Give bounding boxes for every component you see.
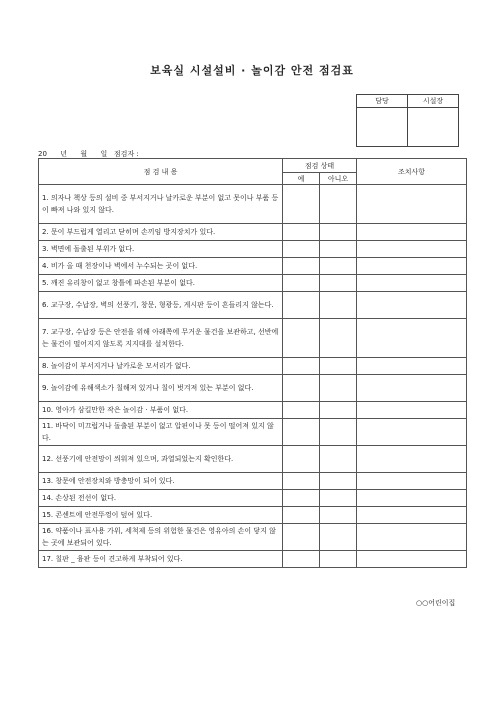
- table-row: [39, 551, 467, 568]
- yes-cell[interactable]: [283, 319, 320, 358]
- checklist-rows: [39, 185, 467, 568]
- action-cell[interactable]: [357, 551, 467, 568]
- table-row: [39, 446, 467, 473]
- checklist-item: 17. 칠판 _ 융판 등이 견고하게 부착되어 있다.: [39, 551, 283, 568]
- no-cell[interactable]: [320, 524, 357, 551]
- action-cell[interactable]: [357, 224, 467, 241]
- no-cell[interactable]: [320, 258, 357, 275]
- table-row: [39, 524, 467, 551]
- table-row: [39, 241, 467, 258]
- status-header: 점검 상태: [283, 159, 357, 173]
- action-cell[interactable]: [357, 419, 467, 446]
- yes-cell[interactable]: [283, 419, 320, 446]
- checklist-item: 2. 문이 부드럽게 열리고 닫히며 손끼임 방지장치가 있다.: [39, 224, 283, 241]
- yes-header: 예: [283, 173, 320, 185]
- yes-cell[interactable]: [283, 375, 320, 402]
- table-row: [39, 224, 467, 241]
- action-header: 조치사항: [357, 159, 467, 185]
- checklist-item: 14. 손상된 전선이 없다.: [39, 490, 283, 507]
- action-cell[interactable]: [357, 241, 467, 258]
- no-cell[interactable]: [320, 358, 357, 375]
- table-row: [39, 402, 467, 419]
- checklist-item: 7. 교구장, 수납장 등은 안전을 위해 아래쪽에 무거운 물건을 보관하고, 선반에는 물건이 떨어지지 않도록 지지대를 설치한다.: [39, 319, 283, 358]
- no-cell[interactable]: [320, 292, 357, 319]
- yes-cell[interactable]: [283, 473, 320, 490]
- checklist-item: 6. 교구장, 수납장, 벽의 선풍기, 창문, 형광등, 게시판 등이 흔들리지 않는다.: [39, 292, 283, 319]
- no-cell[interactable]: [320, 185, 357, 224]
- table-row: [39, 275, 467, 292]
- no-cell[interactable]: [320, 473, 357, 490]
- no-cell[interactable]: [320, 402, 357, 419]
- page-title: 보육실 시설설비 · 놀이감 안전 점검표: [150, 64, 354, 77]
- yes-cell[interactable]: [283, 507, 320, 524]
- table-row: [39, 292, 467, 319]
- yes-cell[interactable]: [283, 446, 320, 473]
- action-cell[interactable]: [357, 358, 467, 375]
- table-row: [39, 319, 467, 358]
- table-row: [39, 185, 467, 224]
- no-cell[interactable]: [320, 275, 357, 292]
- no-header: 아니오: [320, 173, 357, 185]
- approval-box: [356, 94, 459, 147]
- approval-staff-sign[interactable]: [357, 108, 408, 147]
- yes-cell[interactable]: [283, 402, 320, 419]
- checklist-item: 12. 선풍기에 안전망이 씌워져 있으며, 과열되었는지 확인한다.: [39, 446, 283, 473]
- checklist-table: [38, 158, 467, 568]
- checklist-item: 8. 놀이감이 부서지거나 날카로운 모서리가 없다.: [39, 358, 283, 375]
- yes-cell[interactable]: [283, 241, 320, 258]
- action-cell[interactable]: [357, 375, 467, 402]
- no-cell[interactable]: [320, 319, 357, 358]
- yes-cell[interactable]: [283, 292, 320, 319]
- yes-cell[interactable]: [283, 358, 320, 375]
- no-cell[interactable]: [320, 419, 357, 446]
- footer-org: ○○어린이집: [416, 599, 456, 607]
- date-inspector-line: 20 년 월 일 점검자 :: [38, 150, 139, 158]
- yes-cell[interactable]: [283, 275, 320, 292]
- no-cell[interactable]: [320, 490, 357, 507]
- checklist-item: 13. 창문에 안전장치와 방충망이 되어 있다.: [39, 473, 283, 490]
- yes-cell[interactable]: [283, 551, 320, 568]
- item-header: 점 검 내 용: [39, 159, 283, 185]
- yes-cell[interactable]: [283, 524, 320, 551]
- yes-cell[interactable]: [283, 224, 320, 241]
- no-cell[interactable]: [320, 375, 357, 402]
- action-cell[interactable]: [357, 402, 467, 419]
- action-cell[interactable]: [357, 507, 467, 524]
- table-row: [39, 375, 467, 402]
- approval-staff-label: 담당: [357, 95, 408, 108]
- action-cell[interactable]: [357, 490, 467, 507]
- approval-director-label: 시설장: [408, 95, 459, 108]
- checklist-item: 11. 바닥이 미끄럽거나 돌출된 부분이 없고 압핀이나 못 등이 떨어져 있지 않다.: [39, 419, 283, 446]
- checklist-item: 9. 놀이감에 유해색소가 칠해져 있거나 칠이 벗겨져 있는 부분이 없다.: [39, 375, 283, 402]
- table-row: [39, 490, 467, 507]
- table-row: [39, 473, 467, 490]
- action-cell[interactable]: [357, 258, 467, 275]
- action-cell[interactable]: [357, 446, 467, 473]
- no-cell[interactable]: [320, 551, 357, 568]
- action-cell[interactable]: [357, 275, 467, 292]
- table-row: [39, 358, 467, 375]
- checklist-item: 16. 약품이나 표사용 가위, 세척제 등의 위험한 물건은 영유아의 손이 닿지 않는 곳에 보관되어 있다.: [39, 524, 283, 551]
- checklist-item: 4. 비가 올 때 천장이나 벽에서 누수되는 곳이 없다.: [39, 258, 283, 275]
- no-cell[interactable]: [320, 241, 357, 258]
- approval-director-sign[interactable]: [408, 108, 459, 147]
- checklist-item: 10. 영아가 삼킬만한 작은 놀이감 · 부품이 없다.: [39, 402, 283, 419]
- table-row: [39, 507, 467, 524]
- yes-cell[interactable]: [283, 258, 320, 275]
- no-cell[interactable]: [320, 507, 357, 524]
- action-cell[interactable]: [357, 473, 467, 490]
- yes-cell[interactable]: [283, 490, 320, 507]
- table-row: [39, 258, 467, 275]
- action-cell[interactable]: [357, 524, 467, 551]
- no-cell[interactable]: [320, 446, 357, 473]
- table-row: [39, 419, 467, 446]
- action-cell[interactable]: [357, 292, 467, 319]
- action-cell[interactable]: [357, 185, 467, 224]
- checklist-item: 5. 깨진 유리창이 없고 창틀에 파손된 부분이 없다.: [39, 275, 283, 292]
- no-cell[interactable]: [320, 224, 357, 241]
- yes-cell[interactable]: [283, 185, 320, 224]
- checklist-item: 1. 의자나 책상 등의 설비 중 부서지거나 날카로운 부분이 없고 못이나 부품 등이 빠져 나와 있지 않다.: [39, 185, 283, 224]
- checklist-item: 15. 콘센트에 안전뚜껑이 덮여 있다.: [39, 507, 283, 524]
- action-cell[interactable]: [357, 319, 467, 358]
- checklist-item: 3. 벽면에 돌출된 부위가 없다.: [39, 241, 283, 258]
